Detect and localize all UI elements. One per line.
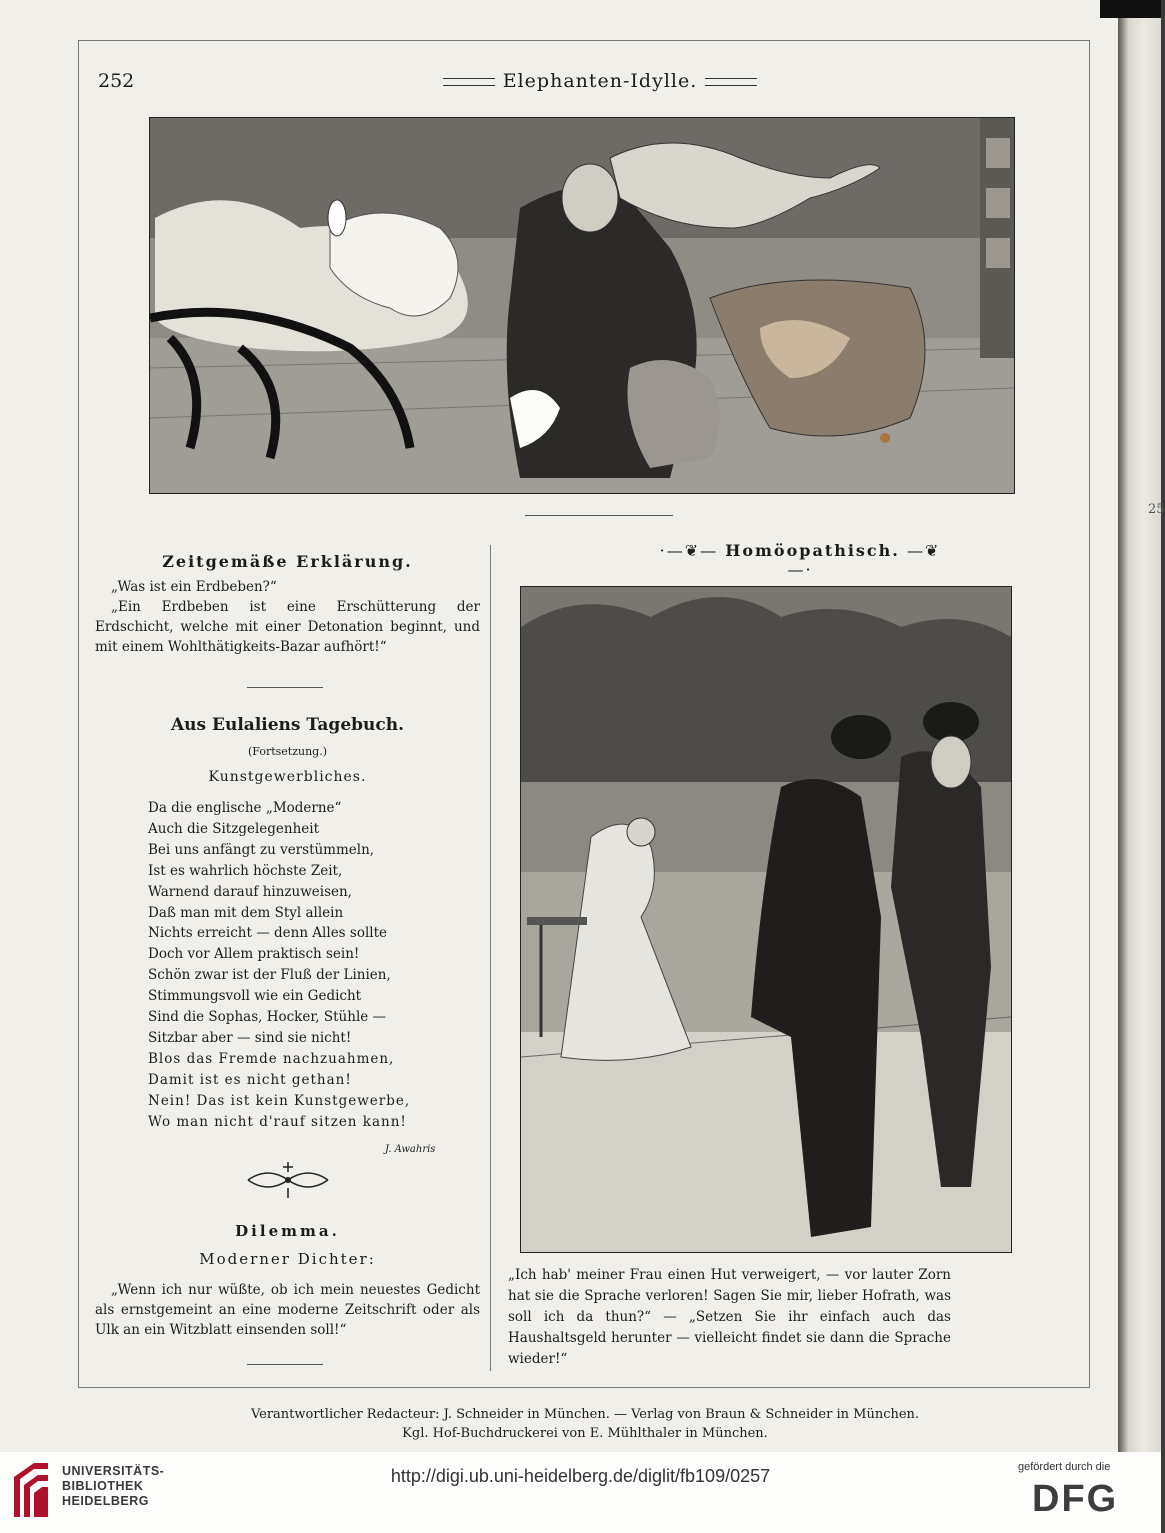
library-name-line: BIBLIOTHEK (62, 1479, 144, 1493)
funded-by-label: gefördert durch die (1018, 1461, 1111, 1473)
spine-shadow (1100, 0, 1161, 18)
poem-line: Sitzbar aber — sind sie nicht! (148, 1029, 352, 1046)
imprint (150, 1405, 1020, 1443)
poem-line: Wo man nicht d'rauf sitzen kann! (148, 1113, 407, 1130)
title-rule-right (705, 78, 757, 86)
story-divider-3 (247, 1364, 323, 1365)
homoeopathisch-caption: „Ich hab' meiner Frau einen Hut verweigert, — vor lauter Zorn hat sie die Sprache verloren! Sagen Sie mir, lieber Hofrath, was soll ich da thun?“ — „Setzen Sie ihr einfach auch das Haushaltsgeld herunter — vielleicht findet sie dann die Sprache wieder!“ (502, 1262, 957, 1372)
imprint-line-2: Kgl. Hof-Buchdruckerei von E. Mühlthaler in München. (402, 1426, 768, 1441)
library-name-line: UNIVERSITÄTS- (62, 1464, 165, 1478)
poem-line: Da die englische „Moderne“ (148, 800, 342, 816)
title-ornament-left: ·—❦— (659, 541, 726, 560)
column-divider (490, 545, 491, 1371)
poem-line: Nichts erreicht — denn Alles sollte (148, 925, 388, 942)
running-title (420, 70, 780, 92)
library-name-line: HEIDELBERG (62, 1494, 149, 1508)
story1-answer: „Ein Erdbeben ist eine Erschütterung der Erdschicht, welche mit einer Detonation beginnt, und mit einem Wohlthätigkeits-Bazar aufhört!“ (95, 599, 480, 655)
ornament-icon (238, 1158, 338, 1202)
story3-paragraph: „Wenn ich nur wüßte, ob ich mein neuestes Gedicht als ernstgemeint an eine moderne Zeitschrift oder als Ulk an ein Witzblatt einsenden soll!“ (95, 1282, 480, 1338)
story3-text (95, 1280, 480, 1340)
poem-line: Damit ist es nicht gethan! (148, 1071, 352, 1088)
poem-line: Schön zwar ist der Fluß der Linien, (148, 967, 391, 984)
poem-line: Auch die Sitzgelegenheit (148, 820, 320, 837)
story1-question: „Was ist ein Erdbeben?“ (111, 579, 277, 595)
poem-line: Bei uns anfängt zu verstümmeln, (148, 841, 375, 858)
next-page-number: 25 (1148, 502, 1165, 517)
poem-line: Blos das Fremde nachzuahmen, (148, 1050, 395, 1067)
permalink-url[interactable]: http://digi.ub.uni-heidelberg.de/diglit/fb109/0257 (390, 1466, 771, 1486)
running-title-text: Elephanten-Idylle. (502, 70, 698, 92)
poem-line: Sind die Sophas, Hocker, Stühle — (148, 1009, 387, 1026)
viewer-footer-bar (0, 1452, 1161, 1533)
divider-rule (525, 515, 673, 516)
story3-title: Dilemma. (235, 1222, 340, 1240)
story1-title: Zeitgemäße Erklärung. (162, 552, 413, 571)
elephant-illustration (149, 117, 1015, 494)
dfg-logo[interactable]: DFG (1032, 1478, 1119, 1520)
story2-title: Aus Eulaliens Tagebuch. (170, 715, 405, 735)
homoeopathisch-title-text: Homöopathisch. (725, 541, 900, 560)
story1-text (95, 577, 480, 657)
imprint-line-1: Verantwortlicher Redacteur: J. Schneider in München. — Verlag von Braun & Schneider in München. (250, 1407, 920, 1422)
title-rule-left (443, 78, 495, 86)
story2-subtitle: (Fortsetzung.) (248, 745, 327, 758)
poem-line: Warnend darauf hinzuweisen, (148, 883, 352, 900)
garden-illustration (520, 586, 1012, 1253)
poem (148, 798, 410, 1133)
poem-line: Nein! Das ist kein Kunstgewerbe, (148, 1092, 411, 1109)
homoeopathisch-title (655, 541, 945, 579)
story-divider-1 (247, 687, 323, 688)
story3-heading: Moderner Dichter: (199, 1250, 376, 1268)
page-spine (1118, 0, 1161, 1452)
story2-heading: Kunstgewerbliches. (208, 769, 367, 785)
poem-line: Stimmungsvoll wie ein Gedicht (148, 988, 362, 1005)
poem-line: Doch vor Allem praktisch sein! (148, 946, 360, 963)
poem-author: J. Awahris (385, 1144, 436, 1155)
poem-line: Ist es wahrlich höchste Zeit, (148, 862, 343, 879)
poem-line: Daß man mit dem Styl allein (148, 904, 344, 921)
page-number: 252 (98, 70, 135, 92)
title-ornament-right: —❦—· (787, 541, 941, 579)
